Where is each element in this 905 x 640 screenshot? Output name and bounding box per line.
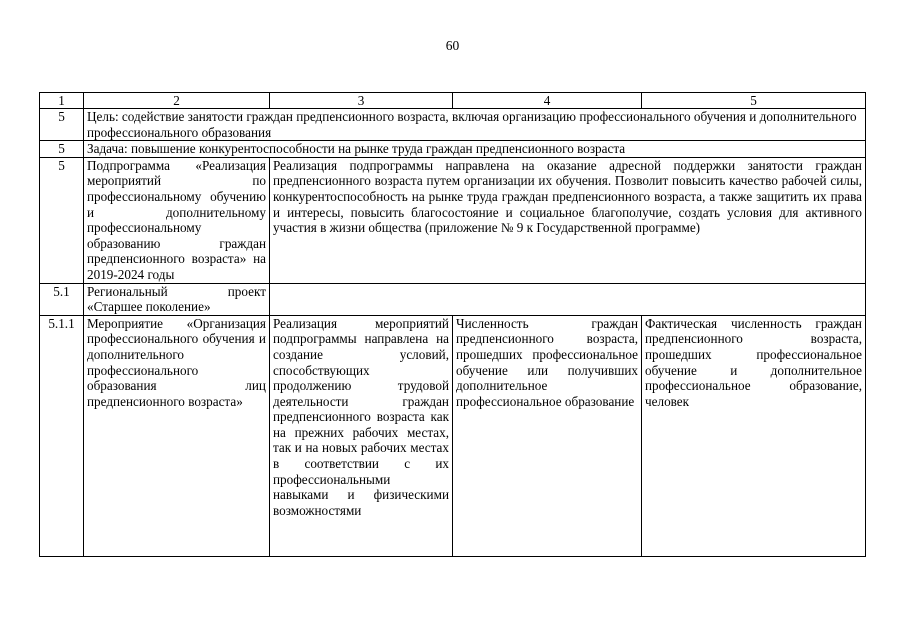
subprogram-description: Реализация подпрограммы направлена на оказание адресной поддержки занятости граждан предпенсионного возраста путем организации их обучения. Позволит повысить качество рабочей силы, конкурентоспособность на рынке труда граждан предпенсионного возраста, а также защитить их права и интересы, повысить благосостояние и социальное благополучие, создать условия для активного участия в жизни общества (приложение № 9 к Государственной программе): [270, 157, 866, 283]
project-row: [40, 283, 866, 315]
subprogram-row: [40, 157, 866, 283]
task-row: [40, 141, 866, 158]
table-header-row: [40, 93, 866, 109]
header-cell-4: 4: [453, 93, 642, 109]
project-name: Региональный проект «Старшее поколение»: [84, 283, 270, 315]
measure-name: Мероприятие «Организация профессионального обучения и дополнительного профессионального образования лиц предпенсионного возраста»: [84, 315, 270, 556]
header-cell-3: 3: [270, 93, 453, 109]
measure-row: [40, 315, 866, 556]
measure-description: Реализация мероприятий подпрограммы направлена на создание условий, способствующих продолжению трудовой деятельности граждан предпенсионного возраста как на прежних рабочих местах, так и на новых рабочих местах в соответствии с их профессиональными навыками и физическими возможностями: [270, 315, 453, 556]
project-empty-cell: [270, 283, 866, 315]
project-row-number: 5.1: [40, 283, 84, 315]
task-row-number: 5: [40, 141, 84, 158]
subprogram-name: Подпрограмма «Реализация мероприятий по профессиональному обучению и дополнительному профессиональному образованию граждан предпенсионного возраста» на 2019-2024 годы: [84, 157, 270, 283]
header-cell-5: 5: [642, 93, 866, 109]
subprogram-row-number: 5: [40, 157, 84, 283]
goal-row-number: 5: [40, 109, 84, 141]
measure-indicator-description: Фактическая численность граждан предпенсионного возраста, прошедших профессиональное обучение и дополнительное профессиональное образование, человек: [642, 315, 866, 556]
measure-row-number: 5.1.1: [40, 315, 84, 556]
header-cell-2: 2: [84, 93, 270, 109]
page-number: 60: [445, 38, 460, 53]
program-table: [39, 92, 866, 557]
goal-text: Цель: содействие занятости граждан предпенсионного возраста, включая организацию профессионального обучения и дополнительного профессионального образования: [84, 109, 866, 141]
measure-indicator: Численность граждан предпенсионного возраста, прошедших профессиональное обучение или получивших дополнительное профессиональное образование: [453, 315, 642, 556]
task-text: Задача: повышение конкурентоспособности на рынке труда граждан предпенсионного возраста: [84, 141, 866, 158]
header-cell-1: 1: [40, 93, 84, 109]
goal-row: [40, 109, 866, 141]
